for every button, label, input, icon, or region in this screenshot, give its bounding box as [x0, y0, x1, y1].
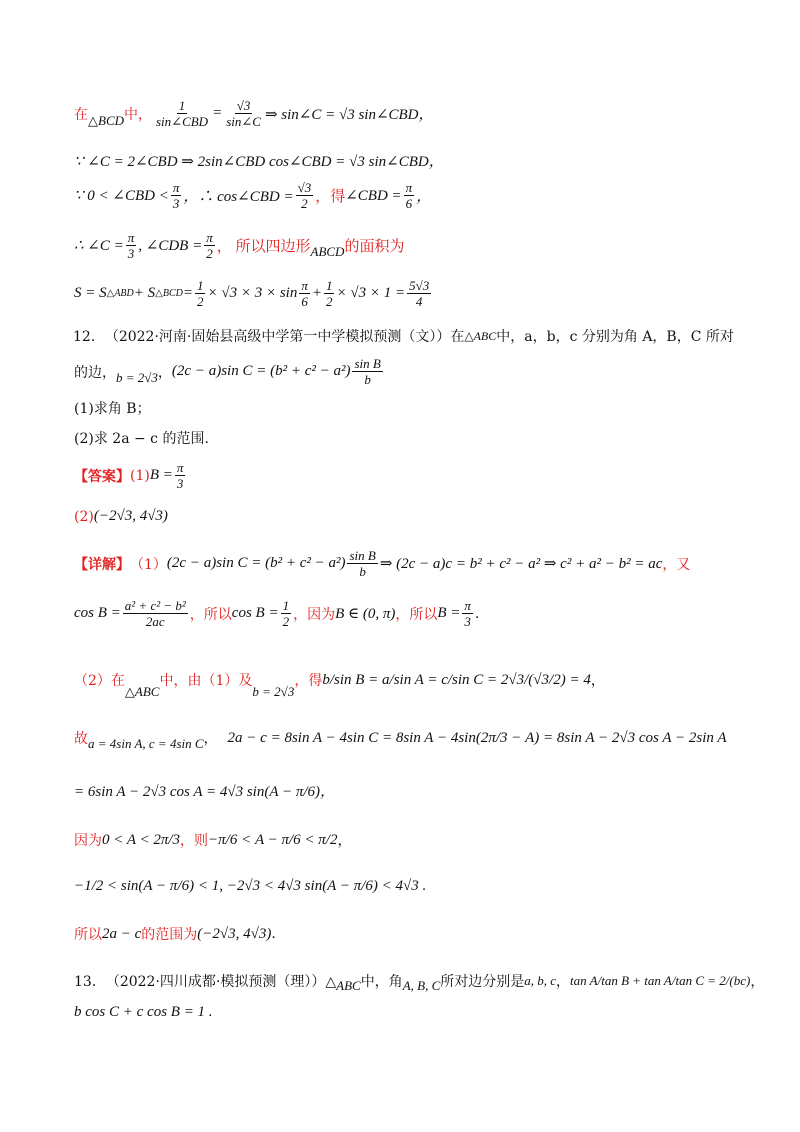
fraction — [171, 180, 182, 211]
formula: ， — [416, 189, 432, 205]
fraction — [175, 460, 186, 491]
text: （2）在 — [74, 673, 125, 689]
text: 中，由（1）及 — [159, 673, 253, 689]
question-number: 13． — [74, 974, 106, 990]
detail-line-4 — [74, 724, 727, 752]
fraction — [296, 180, 314, 211]
fraction — [299, 278, 310, 309]
text: ，则 — [180, 833, 209, 849]
formula: = — [182, 285, 193, 301]
formula: B = — [149, 467, 173, 483]
text: 的面积为 — [344, 239, 405, 255]
fraction — [407, 278, 431, 309]
fraction — [126, 230, 137, 261]
numerator: 5√3 — [409, 278, 430, 293]
text: ， 所以四边形 — [216, 239, 311, 255]
text: 故 — [74, 731, 88, 747]
formula: ，∴ cos∠CBD = — [183, 189, 294, 205]
formula: ⇒ (2c − a)c = b² + c² − a² ⇒ c² + a² − b² = ac — [379, 556, 663, 572]
detail-line-7 — [74, 878, 426, 895]
formula: = 6sin A − 2√3 cos A = 4√3 sin(A − π/6)， — [74, 784, 336, 800]
equals: = — [212, 105, 223, 121]
solution-line-4 — [74, 230, 404, 261]
detail-line-3 — [74, 660, 605, 700]
question-12-part-1 — [74, 398, 151, 418]
denominator: 6 — [301, 294, 308, 309]
numerator: sin B — [349, 548, 376, 563]
question-13-line-2 — [74, 1004, 213, 1021]
formula: , ∠CDB = — [138, 238, 203, 254]
text: 中， — [124, 106, 152, 123]
text: 在 — [74, 106, 88, 123]
formula: cos B = — [231, 605, 279, 621]
text: ，得 — [315, 189, 346, 205]
question-text: 中，a，b，c 分别为角 A，B，C 所对 — [496, 329, 734, 345]
formula: × √3 × 3 × sin — [207, 285, 298, 301]
formula: + S — [133, 285, 156, 301]
text: ，所以 — [189, 606, 232, 623]
formula: (−2√3, 4√3) — [93, 508, 168, 524]
formula: B = — [437, 605, 461, 621]
formula: a, b, c — [524, 973, 557, 988]
detail-line-2 — [74, 598, 479, 629]
fraction — [123, 598, 188, 629]
formula: (2c − a)sin C = (b² + c² − a²) — [166, 555, 346, 571]
denominator: 3 — [176, 476, 184, 491]
denominator: 3 — [172, 196, 180, 211]
solution-line-5 — [74, 278, 433, 309]
question-12-part-2 — [74, 428, 209, 448]
formula: 0 < A < 2π/3 — [102, 831, 181, 848]
numerator: π — [127, 230, 135, 245]
numerator: 1 — [196, 278, 204, 293]
fraction — [195, 278, 206, 309]
fraction — [204, 230, 215, 261]
denominator: 3 — [127, 246, 135, 261]
subscript: △BCD — [155, 288, 183, 299]
numerator: π — [464, 598, 471, 613]
fraction — [352, 356, 382, 387]
denominator: 6 — [405, 196, 413, 211]
numerator: π — [206, 230, 213, 245]
formula: ∴ ∠C = — [74, 238, 124, 254]
text: ，又 — [662, 556, 691, 573]
formula: b/sin B = a/sin A = c/sin C = 2√3/(√3/2) = 4 — [322, 671, 591, 688]
formula: b cos C + c cos B = 1 . — [74, 1004, 213, 1020]
text: (2) — [74, 508, 94, 525]
answer-line-2 — [74, 508, 168, 525]
denominator: 2ac — [145, 614, 165, 629]
formula: a = 4sin A, c = 4sin C — [88, 736, 204, 751]
fraction — [154, 98, 210, 129]
numerator: π — [301, 278, 308, 293]
solution-line-2 — [74, 150, 444, 171]
denominator: 2 — [301, 196, 308, 211]
text: ，所以 — [395, 606, 438, 623]
solution-line-3 — [74, 180, 431, 211]
formula: ∵ ∠C = 2∠CBD ⇒ 2sin∠CBD cos∠CBD = √3 sin∠CBD， — [74, 154, 444, 170]
formula: −π/6 < A − π/6 < π/2 — [208, 831, 338, 848]
formula: −1/2 < sin(A − π/6) < 1, −2√3 < 4√3 sin(A − π/6) < 4√3 . — [74, 878, 427, 894]
formula: B ∈ (0, π) — [335, 606, 396, 622]
formula: + — [311, 285, 322, 301]
formula: (2c − a)sin C = (b² + c² − a²) — [171, 363, 351, 379]
text: （1） — [130, 556, 167, 573]
detail-line-5 — [74, 780, 335, 801]
numerator: a² + c² − b² — [124, 598, 186, 613]
denominator: b — [359, 564, 366, 579]
denominator: 2 — [325, 294, 333, 309]
question-12-line-2 — [74, 356, 385, 387]
text: ， — [203, 731, 218, 747]
fraction — [462, 598, 473, 629]
question-number: 12． — [73, 329, 105, 345]
question-text: (2)求 2a − c 的范围. — [74, 431, 209, 447]
detail-line-1 — [74, 548, 690, 579]
formula: ⇒ sin∠C = √3 sin∠CBD， — [264, 107, 434, 123]
text: ， — [337, 833, 352, 849]
question-text: 中，角 — [360, 974, 403, 990]
text: ，因为 — [293, 606, 336, 623]
question-13-line-1 — [74, 968, 764, 994]
numerator: √3 — [236, 98, 251, 113]
text: ， — [590, 673, 605, 689]
formula: 2a − c = 8sin A − 4sin C = 8sin A − 4sin(2π/3 − A) = 8sin A − 2√3 cos A − 2sin A — [227, 729, 727, 746]
numerator: π — [405, 180, 413, 195]
answer-line-1 — [74, 460, 187, 491]
numerator: 1 — [325, 278, 333, 293]
formula: 2a − c — [102, 925, 142, 942]
formula: A, B, C — [402, 978, 441, 993]
text: . — [474, 605, 480, 622]
question-text: 的边， — [74, 364, 116, 381]
numerator: √3 — [297, 180, 312, 195]
question-source: （2022·四川成都·模拟预测（理））△ — [105, 974, 337, 990]
triangle-label: ABC — [336, 978, 361, 993]
quad-label: ABCD — [310, 243, 345, 259]
fraction — [281, 598, 292, 629]
detail-line-8 — [74, 924, 276, 944]
denominator: 2 — [282, 614, 290, 629]
fraction — [224, 98, 263, 129]
triangle-label: △BCD — [88, 112, 124, 128]
question-text: 所对边分别是 — [440, 974, 525, 990]
denominator: sin∠CBD — [156, 114, 209, 129]
denominator: 2 — [196, 294, 204, 309]
detail-line-6 — [74, 830, 351, 850]
text: 所以 — [74, 927, 102, 943]
solution-line-1 — [74, 98, 434, 129]
numerator: 1 — [282, 598, 290, 613]
question-text: (1)求角 B； — [74, 401, 151, 417]
question-12-line-1 — [74, 326, 734, 346]
fraction — [404, 180, 415, 211]
fraction — [324, 278, 335, 309]
numerator: π — [176, 460, 184, 475]
fraction — [347, 548, 377, 579]
formula: (−2√3, 4√3) — [197, 925, 272, 942]
formula: S = S — [74, 285, 107, 301]
formula: b = 2√3 — [252, 684, 295, 699]
question-text: ， — [750, 974, 765, 990]
formula: ∠CBD = — [345, 188, 402, 204]
denominator: 2 — [206, 246, 213, 261]
formula: cos B = — [74, 605, 121, 621]
denominator: sin∠C — [226, 114, 261, 129]
detail-tag: 【详解】 — [74, 556, 130, 573]
subscript: △ABD — [106, 288, 134, 299]
question-source: （2022·河南·固始县高级中学第一中学模拟预测（文））在 — [104, 329, 465, 345]
formula: × √3 × 1 = — [336, 285, 406, 301]
denominator: 4 — [415, 294, 423, 309]
text: (1) — [130, 467, 150, 484]
denominator: 3 — [464, 614, 471, 629]
question-text: ， — [157, 364, 172, 381]
numerator: sin B — [354, 356, 381, 371]
text: . — [271, 926, 276, 942]
numerator: 1 — [178, 98, 186, 113]
formula: tan A/tan B + tan A/tan C = 2/(bc) — [570, 973, 751, 988]
triangle-label: △ABC — [124, 684, 160, 699]
question-text: ， — [556, 974, 571, 990]
numerator: π — [172, 180, 180, 195]
formula: ∵ 0 < ∠CBD < — [74, 188, 169, 204]
formula: b = 2√3 — [116, 369, 158, 385]
text: ，得 — [294, 673, 323, 689]
answer-tag: 【答案】 — [74, 468, 130, 485]
denominator: b — [364, 372, 371, 387]
text: 因为 — [74, 833, 102, 849]
text: 的范围为 — [141, 927, 198, 943]
triangle-label: △ABC — [464, 328, 497, 343]
